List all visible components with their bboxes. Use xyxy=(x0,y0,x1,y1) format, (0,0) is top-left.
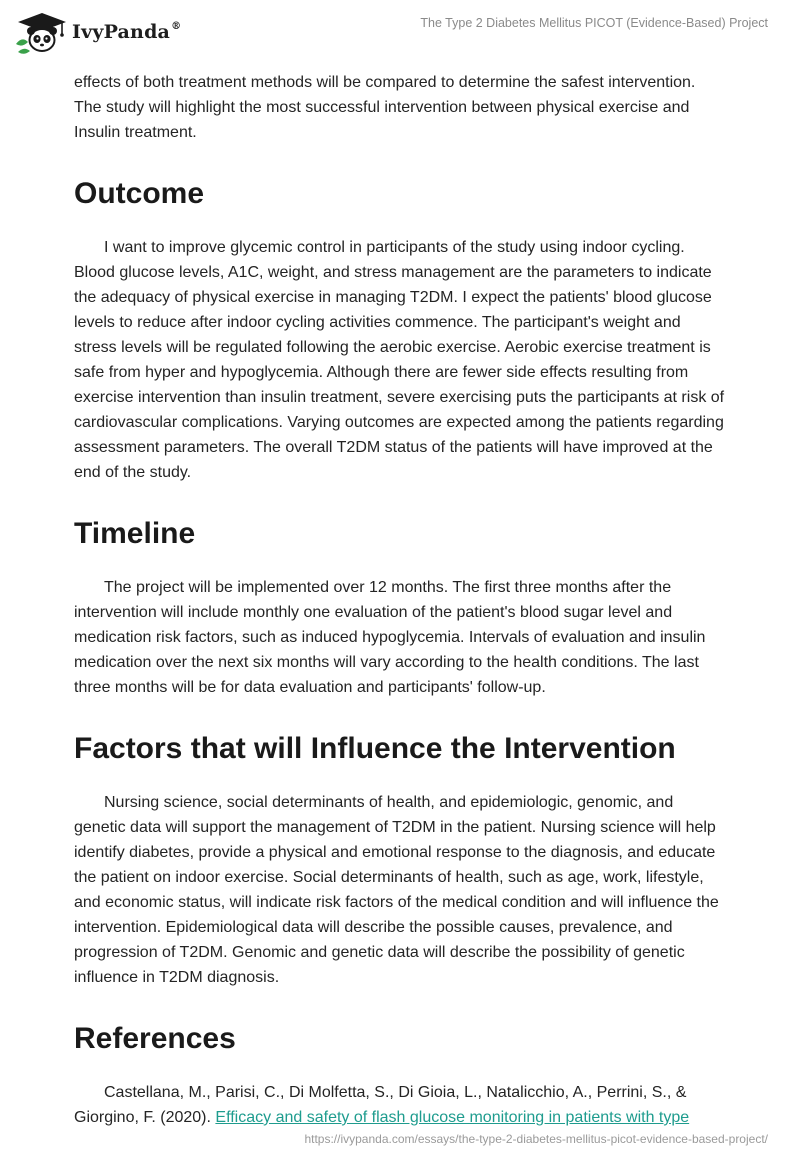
section-paragraph-timeline: The project will be implemented over 12 months. The first three months after the intervention will include monthly one evaluation of the patient's blood sugar level and medication risk factors, such as induced hypoglycemia. Intervals of evaluation and insulin medication over the next six months will vary according to the health conditions. The last three months will be for data evaluation and participants' follow-up. xyxy=(74,579,706,696)
section-heading-timeline: Timeline xyxy=(74,517,196,550)
ivypanda-logo[interactable] xyxy=(12,10,181,54)
panda-graduate-icon xyxy=(12,10,68,54)
section-paragraph-outcome: I want to improve glycemic control in participants of the study using indoor cycling. Blood glucose levels, A1C, weight, and stress management are the parameters to indicate the adequacy of physical exercise in managing T2DM. I expect the patients' blood glucose levels to reduce after indoor cycling activities commence. The participant's weight and stress levels will be regulated following the aerobic exercise. Aerobic exercise treatment is safe from hyper and hypoglycemia. Although there are fewer side effects resulting from exercise intervention than insulin treatment, severe exercising puts the participants at risk of cardiovascular complications. Varying outcomes are expected among the patients regarding assessment parameters. The overall T2DM status of the patients will have improved at the end of the study. xyxy=(74,239,725,481)
footer-url[interactable]: https://ivypanda.com/essays/the-type-2-diabetes-mellitus-picot-evidence-based-project/ xyxy=(304,1132,768,1146)
section-heading-factors: Factors that will Influence the Intervention xyxy=(74,732,676,765)
section-paragraph-factors: Nursing science, social determinants of health, and epidemiologic, genomic, and genetic data will support the management of T2DM in the patient. Nursing science will help identify diabetes, provide a physical and emotional response to the diagnosis, and educate the patient on indoor exercise. Social determinants of health, such as age, work, lifestyle, and economic status, will indicate risk factors of the medical condition and will influence the intervention. Epidemiological data will describe the possible causes, prevalence, and progression of T2DM. Genomic and genetic data will describe the possibility of genetic influence in T2DM diagnosis. xyxy=(74,794,719,986)
page-header xyxy=(0,0,800,66)
reference-citation: Castellana, M., Parisi, C., Di Molfetta, S., Di Gioia, L., Natalicchio, A., Perrini, S., & Giorgino, F. (2020). xyxy=(74,1084,687,1126)
section-heading-references: References xyxy=(74,1022,236,1055)
reference-entry xyxy=(74,1080,726,1130)
logo-text: IvyPanda® xyxy=(72,21,182,43)
intro-paragraph: effects of both treatment methods will be compared to determine the safest intervention. The study will highlight the most successful intervention between physical exercise and Insulin treatment. xyxy=(74,74,696,141)
reference-link[interactable]: Efficacy and safety of flash glucose monitoring in patients with type xyxy=(215,1109,690,1126)
section-heading-outcome: Outcome xyxy=(74,177,205,210)
essay-body xyxy=(74,70,726,1130)
document-title: The Type 2 Diabetes Mellitus PICOT (Evidence-Based) Project xyxy=(420,16,768,30)
